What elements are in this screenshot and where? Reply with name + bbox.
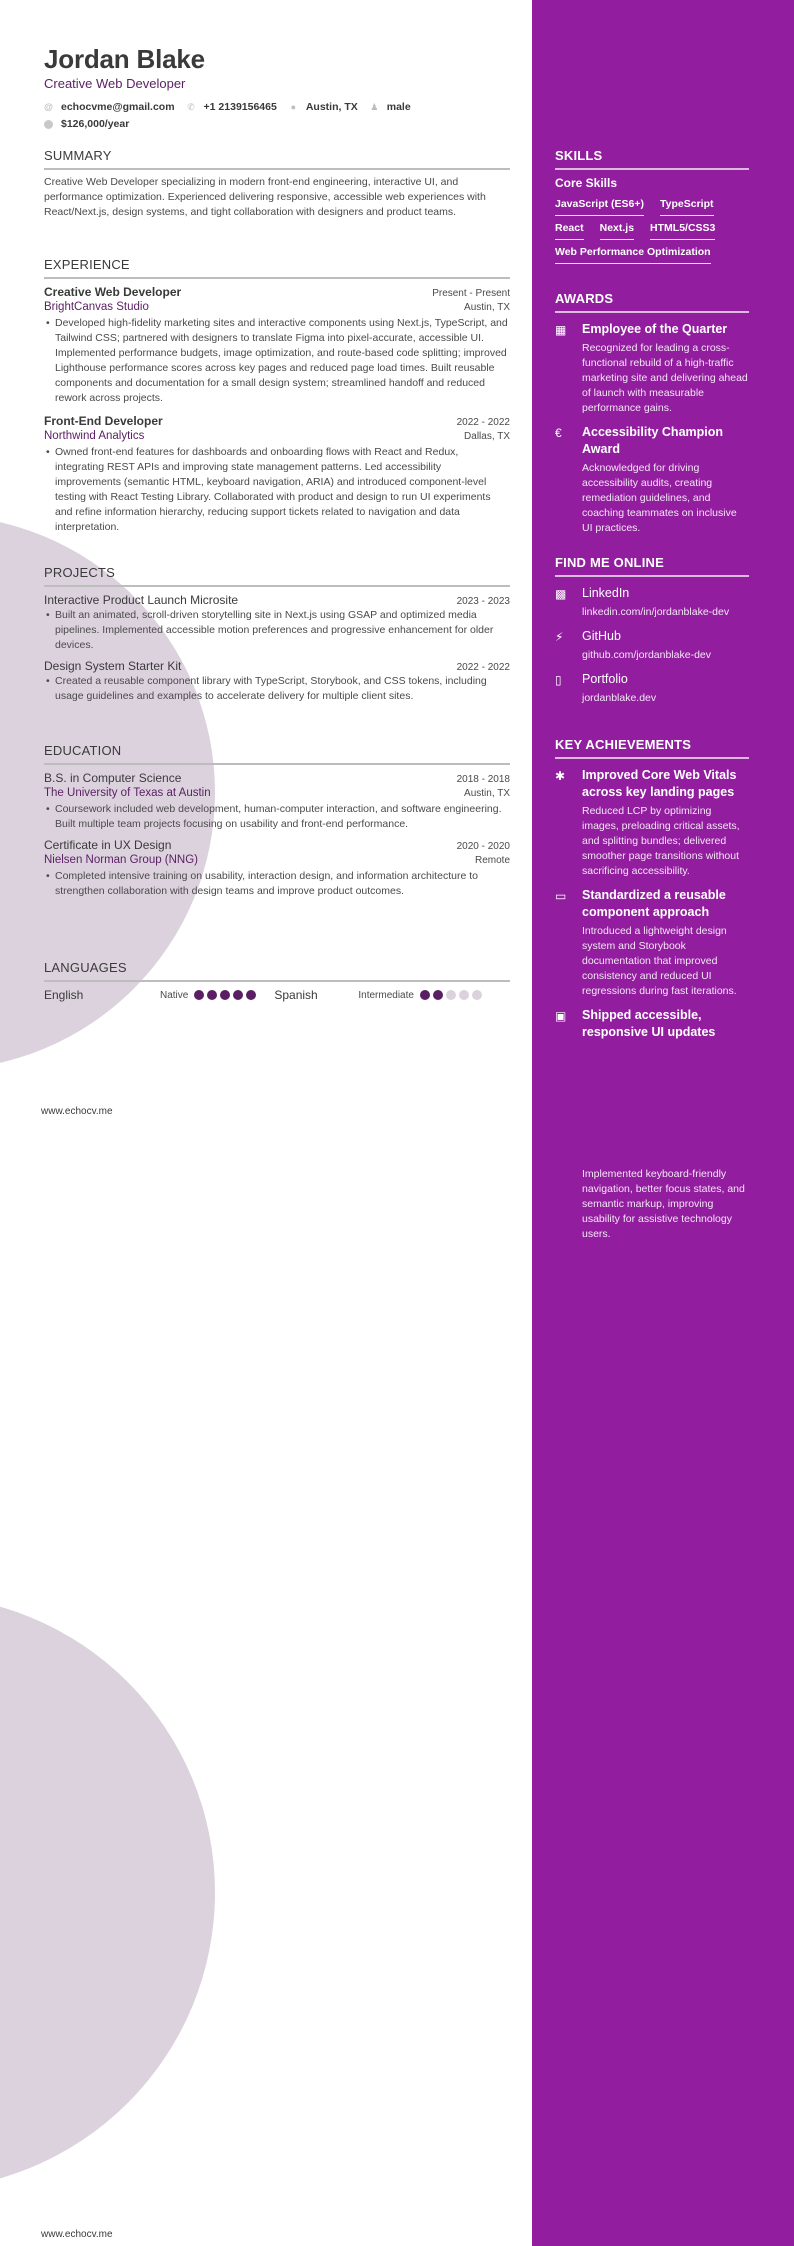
magic-wand-icon: ✱: [555, 769, 566, 783]
achievement-title: Shipped accessible, responsive UI updates: [582, 1008, 716, 1039]
award-title: Employee of the Quarter: [582, 322, 728, 336]
degree-title: Certificate in UX Design: [44, 838, 172, 852]
education-entry: [44, 771, 510, 832]
project-entry: [44, 593, 510, 653]
achievements-section: [555, 737, 749, 1041]
job-bullet: • Owned front-end features for dashboards and onboarding flows with React and Redux, integrating REST APIs and improving state management patterns. Led accessibility improvements (semantic HTML, keyboard navigation, ARIA) and introduced component-level testing with React Testing Library. Collaborated with product and design to run UI experiments and refine information hierarchy, reducing support tickets related to navigation and data interpretation.: [46, 446, 491, 533]
project-dates: 2022 - 2022: [456, 662, 510, 673]
education-bullet: • Completed intensive training on usability, interaction design, and information architecture to strengthen collaboration with design teams and improve product outcomes.: [46, 870, 478, 897]
project-title: Interactive Product Launch Microsite: [44, 593, 239, 607]
school-name: Nielsen Norman Group (NNG): [44, 854, 199, 866]
skill-tag: HTML5/CSS3: [650, 219, 715, 240]
job-dates: 2022 - 2022: [456, 417, 510, 428]
chat-bubbles-icon: ▩: [555, 587, 567, 601]
education-bullet: • Coursework included web development, human-computer interaction, and software engineering. Built multiple team projects focusing on usability and front-end performance.: [46, 803, 502, 830]
job-bullet: • Developed high-fidelity marketing sites and interactive components using Next.js, TypeScript, and Tailwind CSS; partnered with designers to translate Figma into pixel-accurate, accessible UI. Implemented performance budgets, image optimization, and route-based code splitting; improved Lighthouse performance scores across key pages and reduced page load times. Built reusable components and documentation for a small design system; streamlined handoff and reduced rework across projects.: [46, 317, 508, 404]
award-item: [555, 424, 749, 536]
online-profile[interactable]: [555, 628, 749, 663]
achievement-item: [555, 1007, 749, 1041]
award-item: [555, 321, 749, 416]
skill-tag: React: [555, 219, 584, 240]
education-dates: 2020 - 2020: [456, 841, 510, 852]
contact-phone[interactable]: ✆ +1 2139156465: [187, 101, 277, 113]
footer-link[interactable]: www.echocv.me: [41, 2229, 113, 2240]
job-title: Front-End Developer: [44, 414, 163, 428]
online-profile[interactable]: [555, 585, 749, 620]
language-name: English: [44, 988, 84, 1002]
school-location: Remote: [474, 855, 510, 866]
education-dates: 2018 - 2018: [456, 774, 510, 785]
project-bullet: • Built an animated, scroll-driven storytelling site in Next.js using GSAP and optimized media pipelines. Implemented accessible motion preferences and progressive enhancement for older devices.: [46, 609, 494, 651]
job-location: Austin, TX: [464, 302, 510, 313]
skill-tag: Next.js: [600, 219, 634, 240]
section-heading: EDUCATION: [44, 743, 510, 765]
achievement-description: Introduced a lightweight design system and Storybook documentation that improved consistency and reduced UI regressions during fast iterations.: [582, 925, 737, 997]
award-description: Acknowledged for driving accessibility audits, creating remediation guidelines, and coaching teammates on inclusive UI practices.: [582, 462, 737, 534]
company-name: Northwind Analytics: [44, 430, 145, 442]
language-level: Native: [160, 989, 189, 1001]
at-icon: @: [44, 102, 53, 112]
skill-tag: JavaScript (ES6+): [555, 195, 644, 216]
project-title: Design System Starter Kit: [44, 659, 182, 673]
candidate-name: Jordan Blake: [44, 44, 205, 74]
project-dates: 2023 - 2023: [456, 596, 510, 607]
achievement-description: Reduced LCP by optimizing images, preloading critical assets, and splitting bundles; delivered smoother page transitions without sacrificing accessibility.: [582, 805, 740, 877]
lightning-icon: ⚡: [555, 630, 564, 644]
dollar-coin-icon: [44, 120, 53, 129]
job-dates: Present - Present: [432, 288, 510, 299]
degree-title: B.S. in Computer Science: [44, 771, 182, 785]
section-heading: EXPERIENCE: [44, 257, 510, 279]
skill-tag: TypeScript: [660, 195, 713, 216]
experience-section: [44, 257, 510, 535]
online-profile[interactable]: [555, 671, 749, 706]
profile-url[interactable]: jordanblake.dev: [582, 692, 657, 704]
job-location: Dallas, TX: [464, 431, 510, 442]
section-heading: SKILLS: [555, 148, 749, 170]
experience-entry: [44, 285, 510, 406]
section-heading: LANGUAGES: [44, 960, 510, 982]
school-location: Austin, TX: [464, 788, 510, 799]
footer-link[interactable]: www.echocv.me: [41, 1106, 113, 1117]
achievement-title: Improved Core Web Vitals across key landing pages: [582, 768, 737, 799]
company-name: BrightCanvas Studio: [44, 301, 149, 313]
achievement-item: [555, 767, 749, 879]
achievement-description-continued: [582, 1167, 749, 1242]
education-entry: [44, 838, 510, 899]
phone-icon: ✆: [187, 102, 195, 112]
online-section: [555, 555, 749, 706]
skill-list: [555, 192, 749, 264]
project-bullet: • Created a reusable component library with TypeScript, Storybook, and CSS tokens, including usage guidelines and examples to accelerate delivery for multiple client sites.: [46, 675, 487, 702]
skills-section: [555, 148, 749, 264]
mobile-phone-icon: ▯: [555, 673, 562, 687]
languages-section: [44, 960, 510, 1002]
euro-coin-icon: €: [555, 426, 562, 440]
profile-url[interactable]: linkedin.com/in/jordanblake-dev: [582, 606, 730, 618]
section-heading: SUMMARY: [44, 148, 510, 170]
language-list: [44, 988, 510, 1002]
profile-label: GitHub: [582, 629, 621, 643]
school-name: The University of Texas at Austin: [44, 787, 211, 799]
section-heading: KEY ACHIEVEMENTS: [555, 737, 749, 759]
contact-gender: ♟ male: [370, 101, 411, 113]
projects-section: [44, 565, 510, 704]
contact-location: ● Austin, TX: [290, 101, 358, 113]
summary-section: [44, 148, 510, 220]
profile-label: LinkedIn: [582, 586, 630, 600]
proficiency-dots: [420, 990, 482, 1000]
person-icon: ♟: [370, 102, 379, 112]
language-name: Spanish: [274, 988, 318, 1002]
location-pin-icon: ●: [290, 102, 297, 112]
language-level: Intermediate: [358, 989, 414, 1001]
award-description: Recognized for leading a cross-functional rebuild of a high-traffic marketing site and delivering ahead of launch with measurable performance gains.: [582, 342, 748, 414]
summary-text: Creative Web Developer specializing in modern front-end engineering, interactive UI, and performance optimization. Experienced delivering responsive, accessible web experiences with React/Next.js, design systems, and tight collaboration with designers and product teams.: [44, 176, 486, 218]
experience-entry: [44, 414, 510, 535]
achievement-description: Implemented keyboard-friendly navigation, better focus states, and semantic markup, improving usability for assistive technology users.: [582, 1168, 745, 1240]
building-icon: ▦: [555, 323, 567, 337]
candidate-title: Creative Web Developer: [44, 76, 186, 91]
contact-salary: $126,000/year: [44, 116, 129, 133]
contact-info: [44, 99, 510, 133]
awards-section: [555, 291, 749, 536]
contact-email[interactable]: @ echocvme@gmail.com: [44, 101, 175, 113]
profile-url[interactable]: github.com/jordanblake-dev: [582, 649, 711, 661]
skill-group-title: Core Skills: [555, 176, 618, 190]
profile-label: Portfolio: [582, 672, 628, 686]
battery-icon: ▭: [555, 889, 567, 903]
proficiency-dots: [194, 990, 256, 1000]
achievement-title: Standardized a reusable component approach: [582, 888, 726, 919]
section-heading: FIND ME ONLINE: [555, 555, 749, 577]
award-title: Accessibility Champion Award: [582, 425, 724, 456]
job-title: Creative Web Developer: [44, 285, 182, 299]
achievement-item: [555, 887, 749, 999]
section-heading: AWARDS: [555, 291, 749, 313]
education-section: [44, 743, 510, 899]
project-entry: [44, 659, 510, 704]
section-heading: PROJECTS: [44, 565, 510, 587]
skill-tag: Web Performance Optimization: [555, 243, 711, 264]
decorative-circle-page2: [0, 1595, 215, 2190]
document-check-icon: ▣: [555, 1009, 567, 1023]
